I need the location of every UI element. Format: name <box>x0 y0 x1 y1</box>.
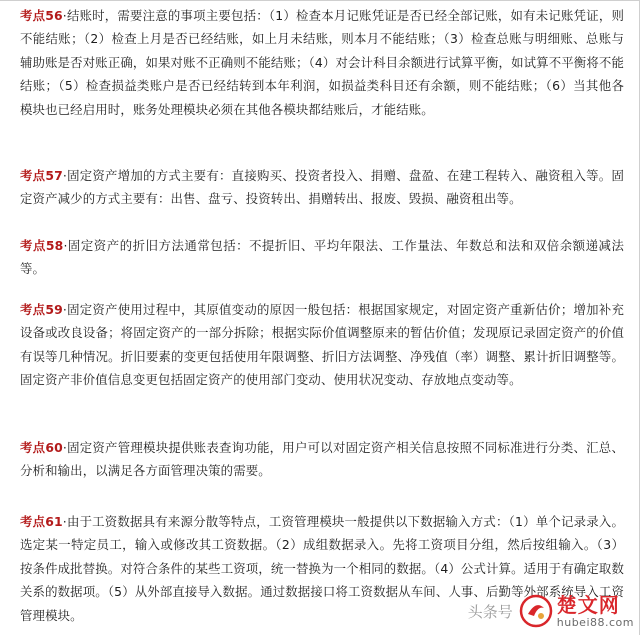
kaodian-60-label: 考点60 <box>20 440 63 455</box>
kaodian-61-text: ·由于工资数据具有来源分散等特点，工资管理模块一般提供以下数据输入方式：（1）单个记录录入。选定某一特定员工，输入或修改其工资数据。（2）成组数据录入。先将工资项目分组，然后按组输入。（3）按条件成批替换。对符合条件的某些工资项，统一替换为一个相同的数据。（4）公式计算。适用于有确定取数关系的数据项。（5）从外部直接导入数据。通过数据接口将工资数据从车间、人事、后勤等外部系统导入工资管理模块。 <box>20 514 624 623</box>
hubei-logo-icon <box>519 594 553 628</box>
kaodian-56-text: ·结账时，需要注意的事项主要包括：（1）检查本月记账凭证是否已经全部记账，如有未记账凭证，则不能结账；（2）检查上月是否已经结账，如上月未结账，则本月不能结账；（3）检查总账与明细账、总账与辅助账是否对账正确，如果对账不正确则不能结账；（4）对会计科目余额进行试算平衡，如试算不平衡将不能结账；（5）检查损益类账户是否已经结转到本年利润，如损益类科目还有余额，则不能结账；（6）当其他各模块也已经启用时，账务处理模块必须在其他各模块都结账后，才能结账。 <box>20 8 624 117</box>
kaodian-61-label: 考点61 <box>20 514 63 529</box>
watermark-text-block <box>556 592 634 629</box>
kaodian-57-label: 考点57 <box>20 168 63 183</box>
kaodian-56-label: 考点56 <box>20 8 63 23</box>
kaodian-60-paragraph <box>20 436 624 483</box>
kaodian-56-paragraph <box>20 4 624 121</box>
watermark-prefix: 头条号 <box>467 602 513 621</box>
watermark-title: 楚文网 <box>556 592 620 617</box>
kaodian-58-label: 考点58 <box>20 238 64 253</box>
kaodian-57-paragraph <box>20 164 624 211</box>
kaodian-59-paragraph <box>20 298 624 392</box>
kaodian-59-label: 考点59 <box>20 302 63 317</box>
kaodian-59-text: ·固定资产使用过程中，其原值变动的原因一般包括：根据国家规定，对固定资产重新估价；增加补充设备或改良设备；将固定资产的一部分拆除；根据实际价值调整原来的暂估价值；发现原记录固定资产的价值有误等几种情况。折旧要素的变更包括使用年限调整、折旧方法调整、净残值（率）调整、累计折旧调整等。固定资产非价值信息变更包括固定资产的使用部门变动、使用状况变动、存放地点变动等。 <box>20 302 624 388</box>
watermark-domain: hubei88.com <box>556 615 634 629</box>
kaodian-60-text: ·固定资产管理模块提供账表查询功能，用户可以对固定资产相关信息按照不同标准进行分类、汇总、分析和输出，以满足各方面管理决策的需要。 <box>20 440 624 479</box>
kaodian-57-text: ·固定资产增加的方式主要有：直接购买、投资者投入、捐赠、盘盈、在建工程转入、融资租入等。固定资产减少的方式主要有：出售、盘亏、投资转出、捐赠转出、报废、毁损、融资租出等。 <box>20 168 624 207</box>
kaodian-58-text: ·固定资产的折旧方法通常包括：不提折旧、平均年限法、工作量法、年数总和法和双倍余额递减法等。 <box>20 238 625 277</box>
source-watermark <box>468 591 634 631</box>
frame-top-border <box>0 0 640 1</box>
kaodian-58-paragraph <box>20 234 624 281</box>
